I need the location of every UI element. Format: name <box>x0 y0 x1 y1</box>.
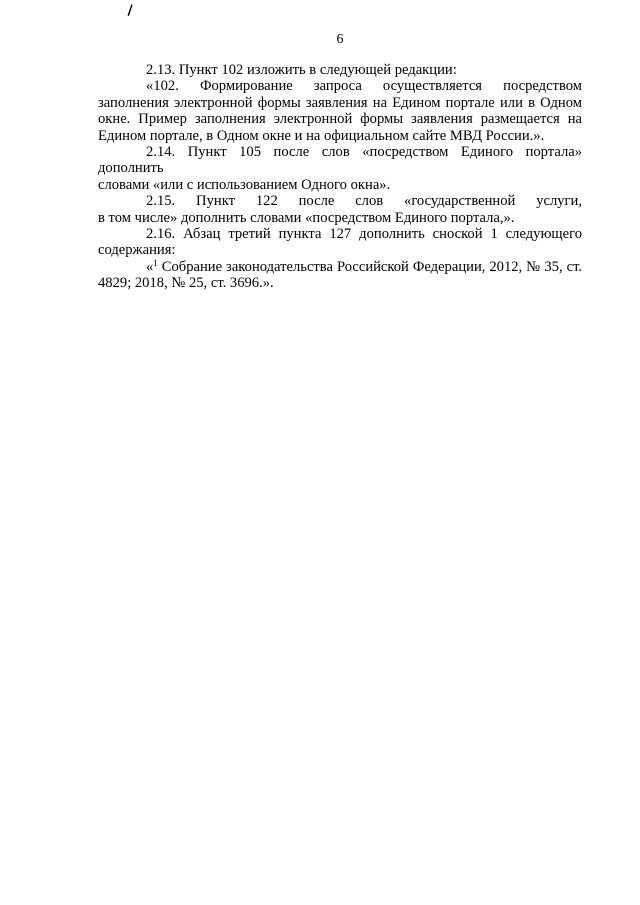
document-body <box>98 62 582 292</box>
footnote-paragraph <box>98 259 582 292</box>
page-number: 6 <box>336 32 344 47</box>
paragraph-2-16-line2: содержания: <box>98 242 176 259</box>
paragraph-2-14-line1: 2.14. Пункт 105 после слов «посредством Единого портала» дополнить <box>98 144 582 177</box>
paragraph-2-16-line1: 2.16. Абзац третий пункта 127 дополнить сноской 1 следующего <box>146 226 582 243</box>
pen-mark-icon <box>127 4 133 16</box>
paragraph-2-15-line1: 2.15. Пункт 122 после слов «государственной услуги, <box>146 193 582 210</box>
paragraph-2-15-line2: в том числе» дополнить словами «посредством Единого портала,». <box>98 209 515 226</box>
paragraph-2-13: 2.13. Пункт 102 изложить в следующей редакции: <box>146 62 457 78</box>
footnote-text: Собрание законодательства Российской Федерации, 2012, № 35, ст. 4829; 2018, № 25, ст. 3696.». <box>98 258 582 292</box>
paragraph-2-14-line2: словами «или с использованием Одного окна». <box>98 176 391 193</box>
footnote-open-quote: « <box>146 258 154 275</box>
footnote-mark: 1 <box>153 257 158 268</box>
paragraph-102-quote: «102. Формирование запроса осуществляется посредством заполнения электронной формы заявления на Едином портале или в Одном окне. Пример заполнения электронной формы заявления размещается на Едином портале, в Одном окне и на официальном сайте МВД России.». <box>98 78 582 144</box>
